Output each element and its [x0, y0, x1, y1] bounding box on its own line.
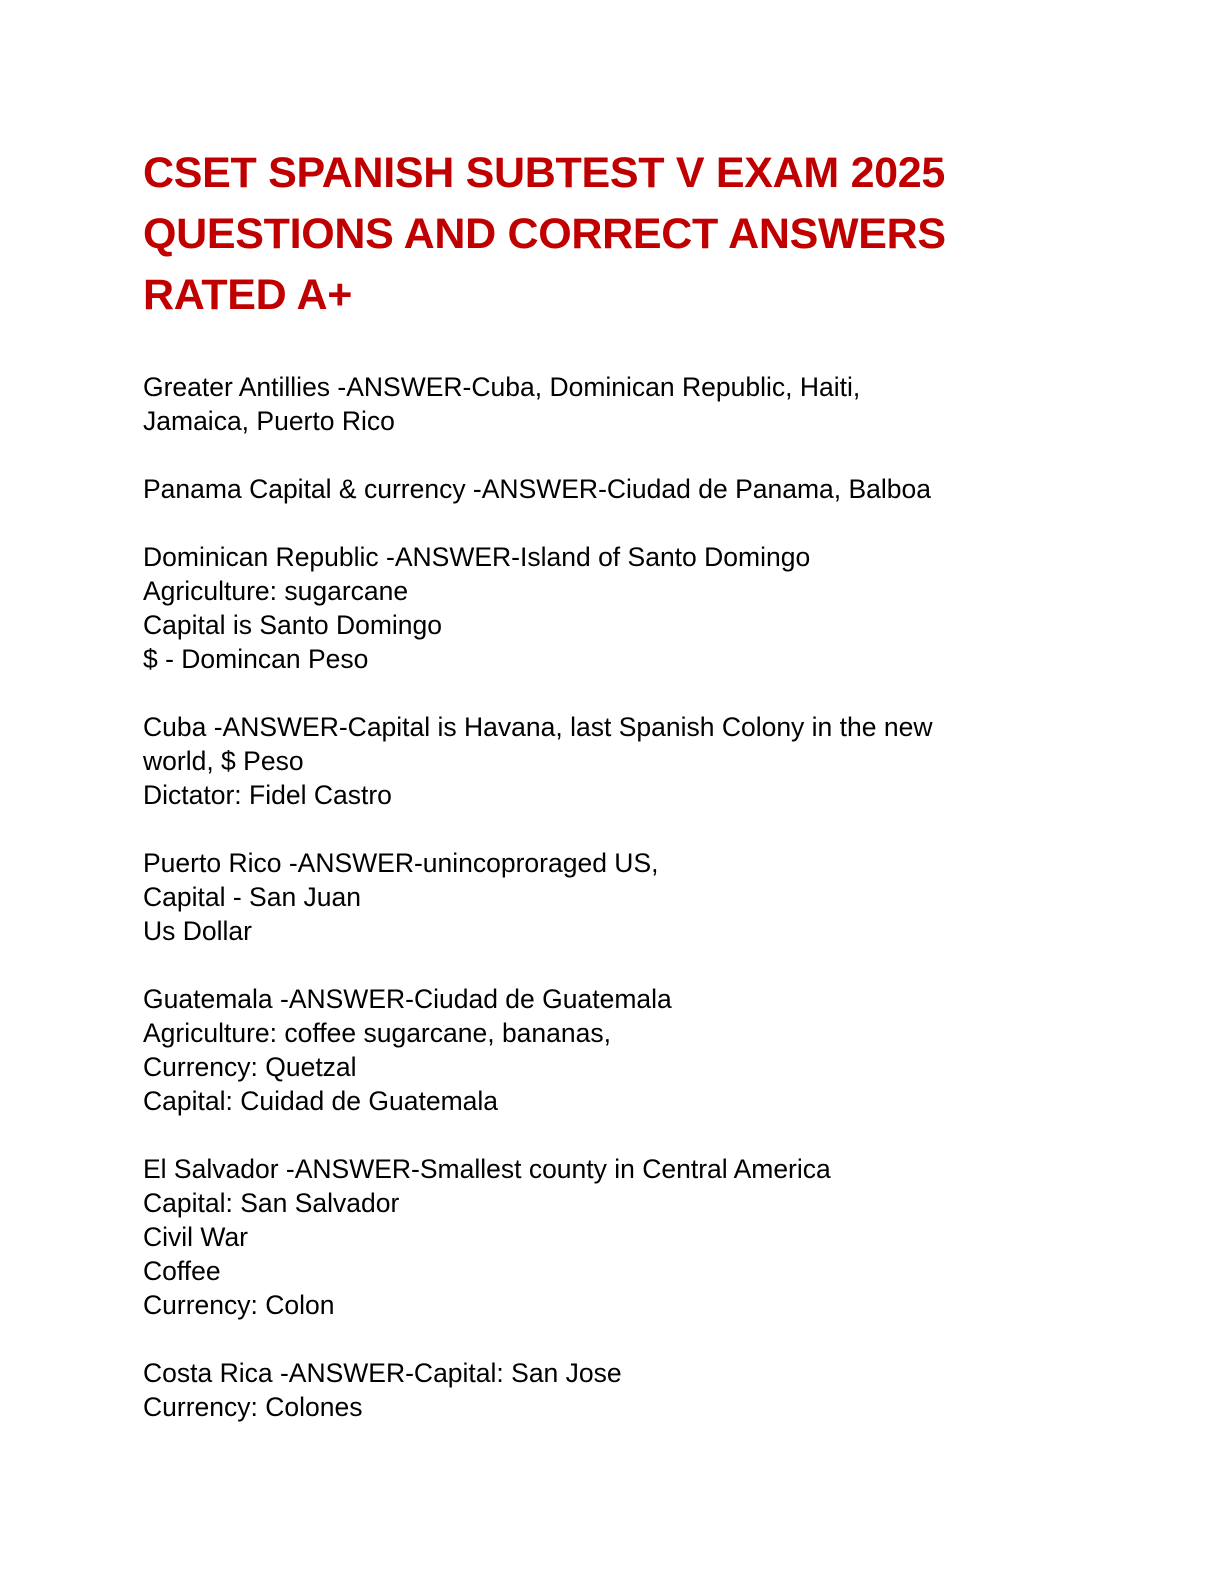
entry-line: Capital: San Salvador: [143, 1188, 400, 1218]
entry-line: Capital is Santo Domingo: [143, 610, 443, 640]
qa-entry-puerto-rico: [143, 846, 1103, 948]
entry-line: Greater Antillies -ANSWER-Cuba, Dominican Republic, Haiti,: [143, 372, 861, 402]
entry-line: Dictator: Fidel Castro: [143, 780, 392, 810]
entry-line: Costa Rica -ANSWER-Capital: San Jose: [143, 1358, 622, 1388]
entry-line: Cuba -ANSWER-Capital is Havana, last Spanish Colony in the new: [143, 712, 933, 742]
document-content: [143, 143, 1103, 1458]
entry-line: world, $ Peso: [143, 746, 304, 776]
title-line: RATED A+: [143, 271, 353, 319]
title-line: CSET SPANISH SUBTEST V EXAM 2025: [143, 149, 946, 197]
entry-line: Agriculture: sugarcane: [143, 576, 409, 606]
qa-entry-el-salvador: [143, 1152, 1103, 1322]
entry-line: Currency: Quetzal: [143, 1052, 357, 1082]
entry-line: Dominican Republic -ANSWER-Island of Santo Domingo: [143, 542, 811, 572]
entry-line: Guatemala -ANSWER-Ciudad de Guatemala: [143, 984, 672, 1014]
entry-line: Puerto Rico -ANSWER-unincoproraged US,: [143, 848, 659, 878]
entry-line: Civil War: [143, 1222, 249, 1252]
entry-line: Capital: Cuidad de Guatemala: [143, 1086, 499, 1116]
entry-line: Coffee: [143, 1256, 221, 1286]
qa-entry-panama: [143, 472, 1103, 506]
entry-line: Currency: Colones: [143, 1392, 363, 1422]
entry-line: Agriculture: coffee sugarcane, bananas,: [143, 1018, 611, 1048]
entry-line: Jamaica, Puerto Rico: [143, 406, 395, 436]
entry-line: $ - Domincan Peso: [143, 644, 369, 674]
qa-entry-costa-rica: [143, 1356, 1103, 1424]
entry-line: Capital - San Juan: [143, 882, 362, 912]
entry-line: Currency: Colon: [143, 1290, 335, 1320]
entry-line: Us Dollar: [143, 916, 252, 946]
qa-entry-greater-antilles: [143, 370, 1103, 438]
qa-entry-dominican-republic: [143, 540, 1103, 676]
document-title: [143, 143, 1103, 326]
qa-entry-guatemala: [143, 982, 1103, 1118]
qa-entry-cuba: [143, 710, 1103, 812]
entry-line: Panama Capital & currency -ANSWER-Ciudad de Panama, Balboa: [143, 474, 932, 504]
entry-line: El Salvador -ANSWER-Smallest county in Central America: [143, 1154, 831, 1184]
title-line: QUESTIONS AND CORRECT ANSWERS: [143, 210, 946, 258]
